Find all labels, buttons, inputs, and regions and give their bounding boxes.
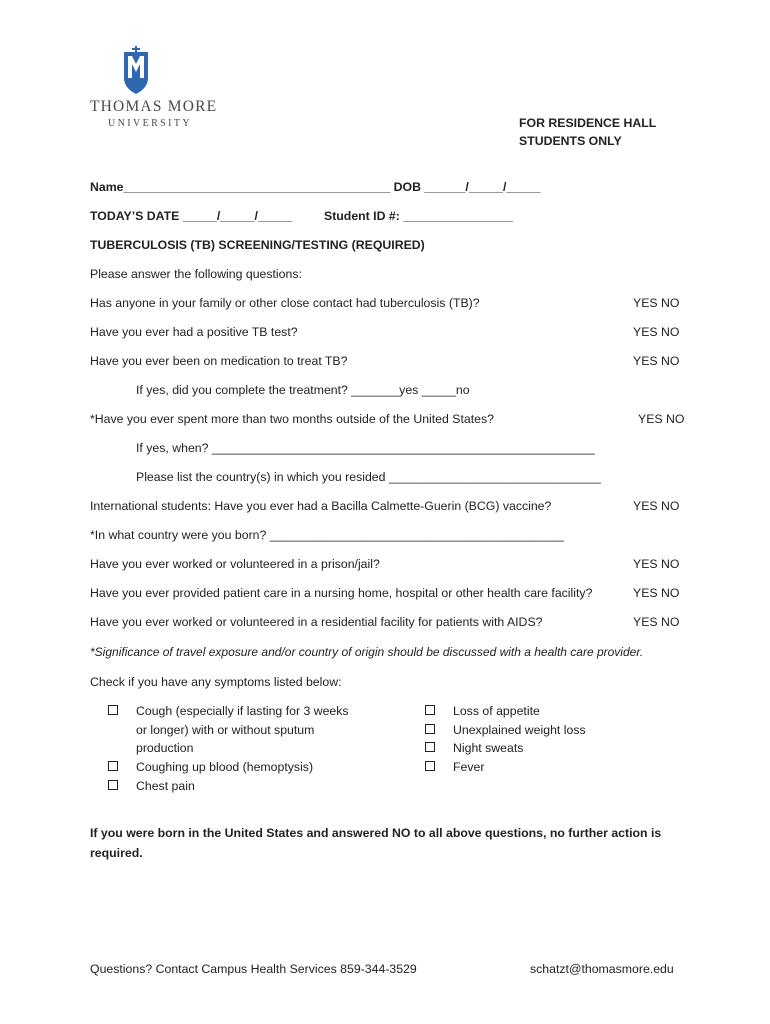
- student-id-field[interactable]: Student ID #: ________________: [324, 209, 513, 223]
- symptom-cough-line1: Cough (especially if lasting for 3 weeks: [136, 704, 349, 718]
- symptom-checkbox-fever[interactable]: [425, 761, 435, 771]
- question-bcg-vaccine: International students: Have you ever had a Bacilla Calmette-Guerin (BCG) vaccine?: [90, 499, 552, 513]
- question-patient-care: Have you ever provided patient care in a nursing home, hospital or other health care facility?: [90, 586, 593, 600]
- footer-email[interactable]: schatzt@thomasmore.edu: [530, 962, 674, 976]
- yes-no-option[interactable]: YES NO: [633, 325, 680, 339]
- instructions: Please answer the following questions:: [90, 267, 302, 281]
- symptom-night-sweats: Night sweats: [453, 741, 524, 755]
- todays-date-field[interactable]: TODAY’S DATE _____/_____/_____: [90, 209, 293, 223]
- question-treatment-complete[interactable]: If yes, did you complete the treatment? _______yes _____no: [136, 383, 470, 397]
- significance-note: *Significance of travel exposure and/or country of origin should be discussed with a health care provider.: [90, 645, 644, 659]
- symptom-cough-line3: production: [136, 741, 194, 756]
- closing-line2: required.: [90, 846, 143, 860]
- question-medication: Have you ever been on medication to treat TB?: [90, 354, 348, 368]
- question-prison-jail: Have you ever worked or volunteered in a prison/jail?: [90, 557, 380, 571]
- symptom-appetite: Loss of appetite: [453, 704, 540, 718]
- question-birth-country-field[interactable]: *In what country were you born? ___________________________________________: [90, 528, 564, 542]
- question-tb-contact: Has anyone in your family or other close contact had tuberculosis (TB)?: [90, 296, 480, 310]
- residence-notice-line1: FOR RESIDENCE HALL: [519, 116, 657, 130]
- symptom-checkbox-blood[interactable]: [108, 761, 118, 771]
- logo-wordmark-bottom: UNIVERSITY: [108, 118, 192, 129]
- symptom-checkbox-appetite[interactable]: [425, 705, 435, 715]
- yes-no-option[interactable]: YES NO: [633, 615, 680, 629]
- symptom-weight-loss: Unexplained weight loss: [453, 723, 586, 737]
- residence-notice-line2: STUDENTS ONLY: [519, 134, 622, 148]
- symptom-checkbox-weight[interactable]: [425, 724, 435, 734]
- question-countries-field[interactable]: Please list the country(s) in which you resided _______________________________: [136, 470, 601, 484]
- question-positive-test: Have you ever had a positive TB test?: [90, 325, 298, 339]
- symptom-checkbox-cough[interactable]: [108, 705, 118, 715]
- yes-no-option[interactable]: YES NO: [633, 557, 680, 571]
- yes-no-option[interactable]: YES NO: [633, 354, 680, 368]
- symptom-checkbox-sweats[interactable]: [425, 742, 435, 752]
- symptom-checkbox-chest[interactable]: [108, 780, 118, 790]
- yes-no-option[interactable]: YES NO: [633, 499, 680, 513]
- yes-no-option[interactable]: YES NO: [633, 586, 680, 600]
- section-title: TUBERCULOSIS (TB) SCREENING/TESTING (REQUIRED): [90, 238, 425, 252]
- question-when-field[interactable]: If yes, when? ________________________________________________________: [136, 441, 595, 455]
- symptom-blood: Coughing up blood (hemoptysis): [136, 760, 314, 774]
- footer-contact: Questions? Contact Campus Health Services 859-344-3529: [90, 962, 417, 976]
- question-outside-us: *Have you ever spent more than two months outside of the United States?: [90, 412, 494, 426]
- symptoms-prompt: Check if you have any symptoms listed below:: [90, 675, 342, 689]
- yes-no-option[interactable]: YES NO: [638, 412, 685, 426]
- yes-no-option[interactable]: YES NO: [633, 296, 680, 310]
- logo-wordmark-top: THOMAS MORE: [90, 98, 218, 115]
- closing-line1: If you were born in the United States and answered NO to all above questions, no further action is: [90, 826, 662, 840]
- name-dob-field[interactable]: Name_______________________________________ DOB ______/_____/_____: [90, 180, 541, 194]
- symptom-chest-pain: Chest pain: [136, 779, 195, 793]
- symptom-cough-line2: or longer) with or without sputum: [136, 722, 315, 737]
- question-aids-facility: Have you ever worked or volunteered in a residential facility for patients with AIDS?: [90, 615, 543, 629]
- symptom-fever: Fever: [453, 760, 485, 774]
